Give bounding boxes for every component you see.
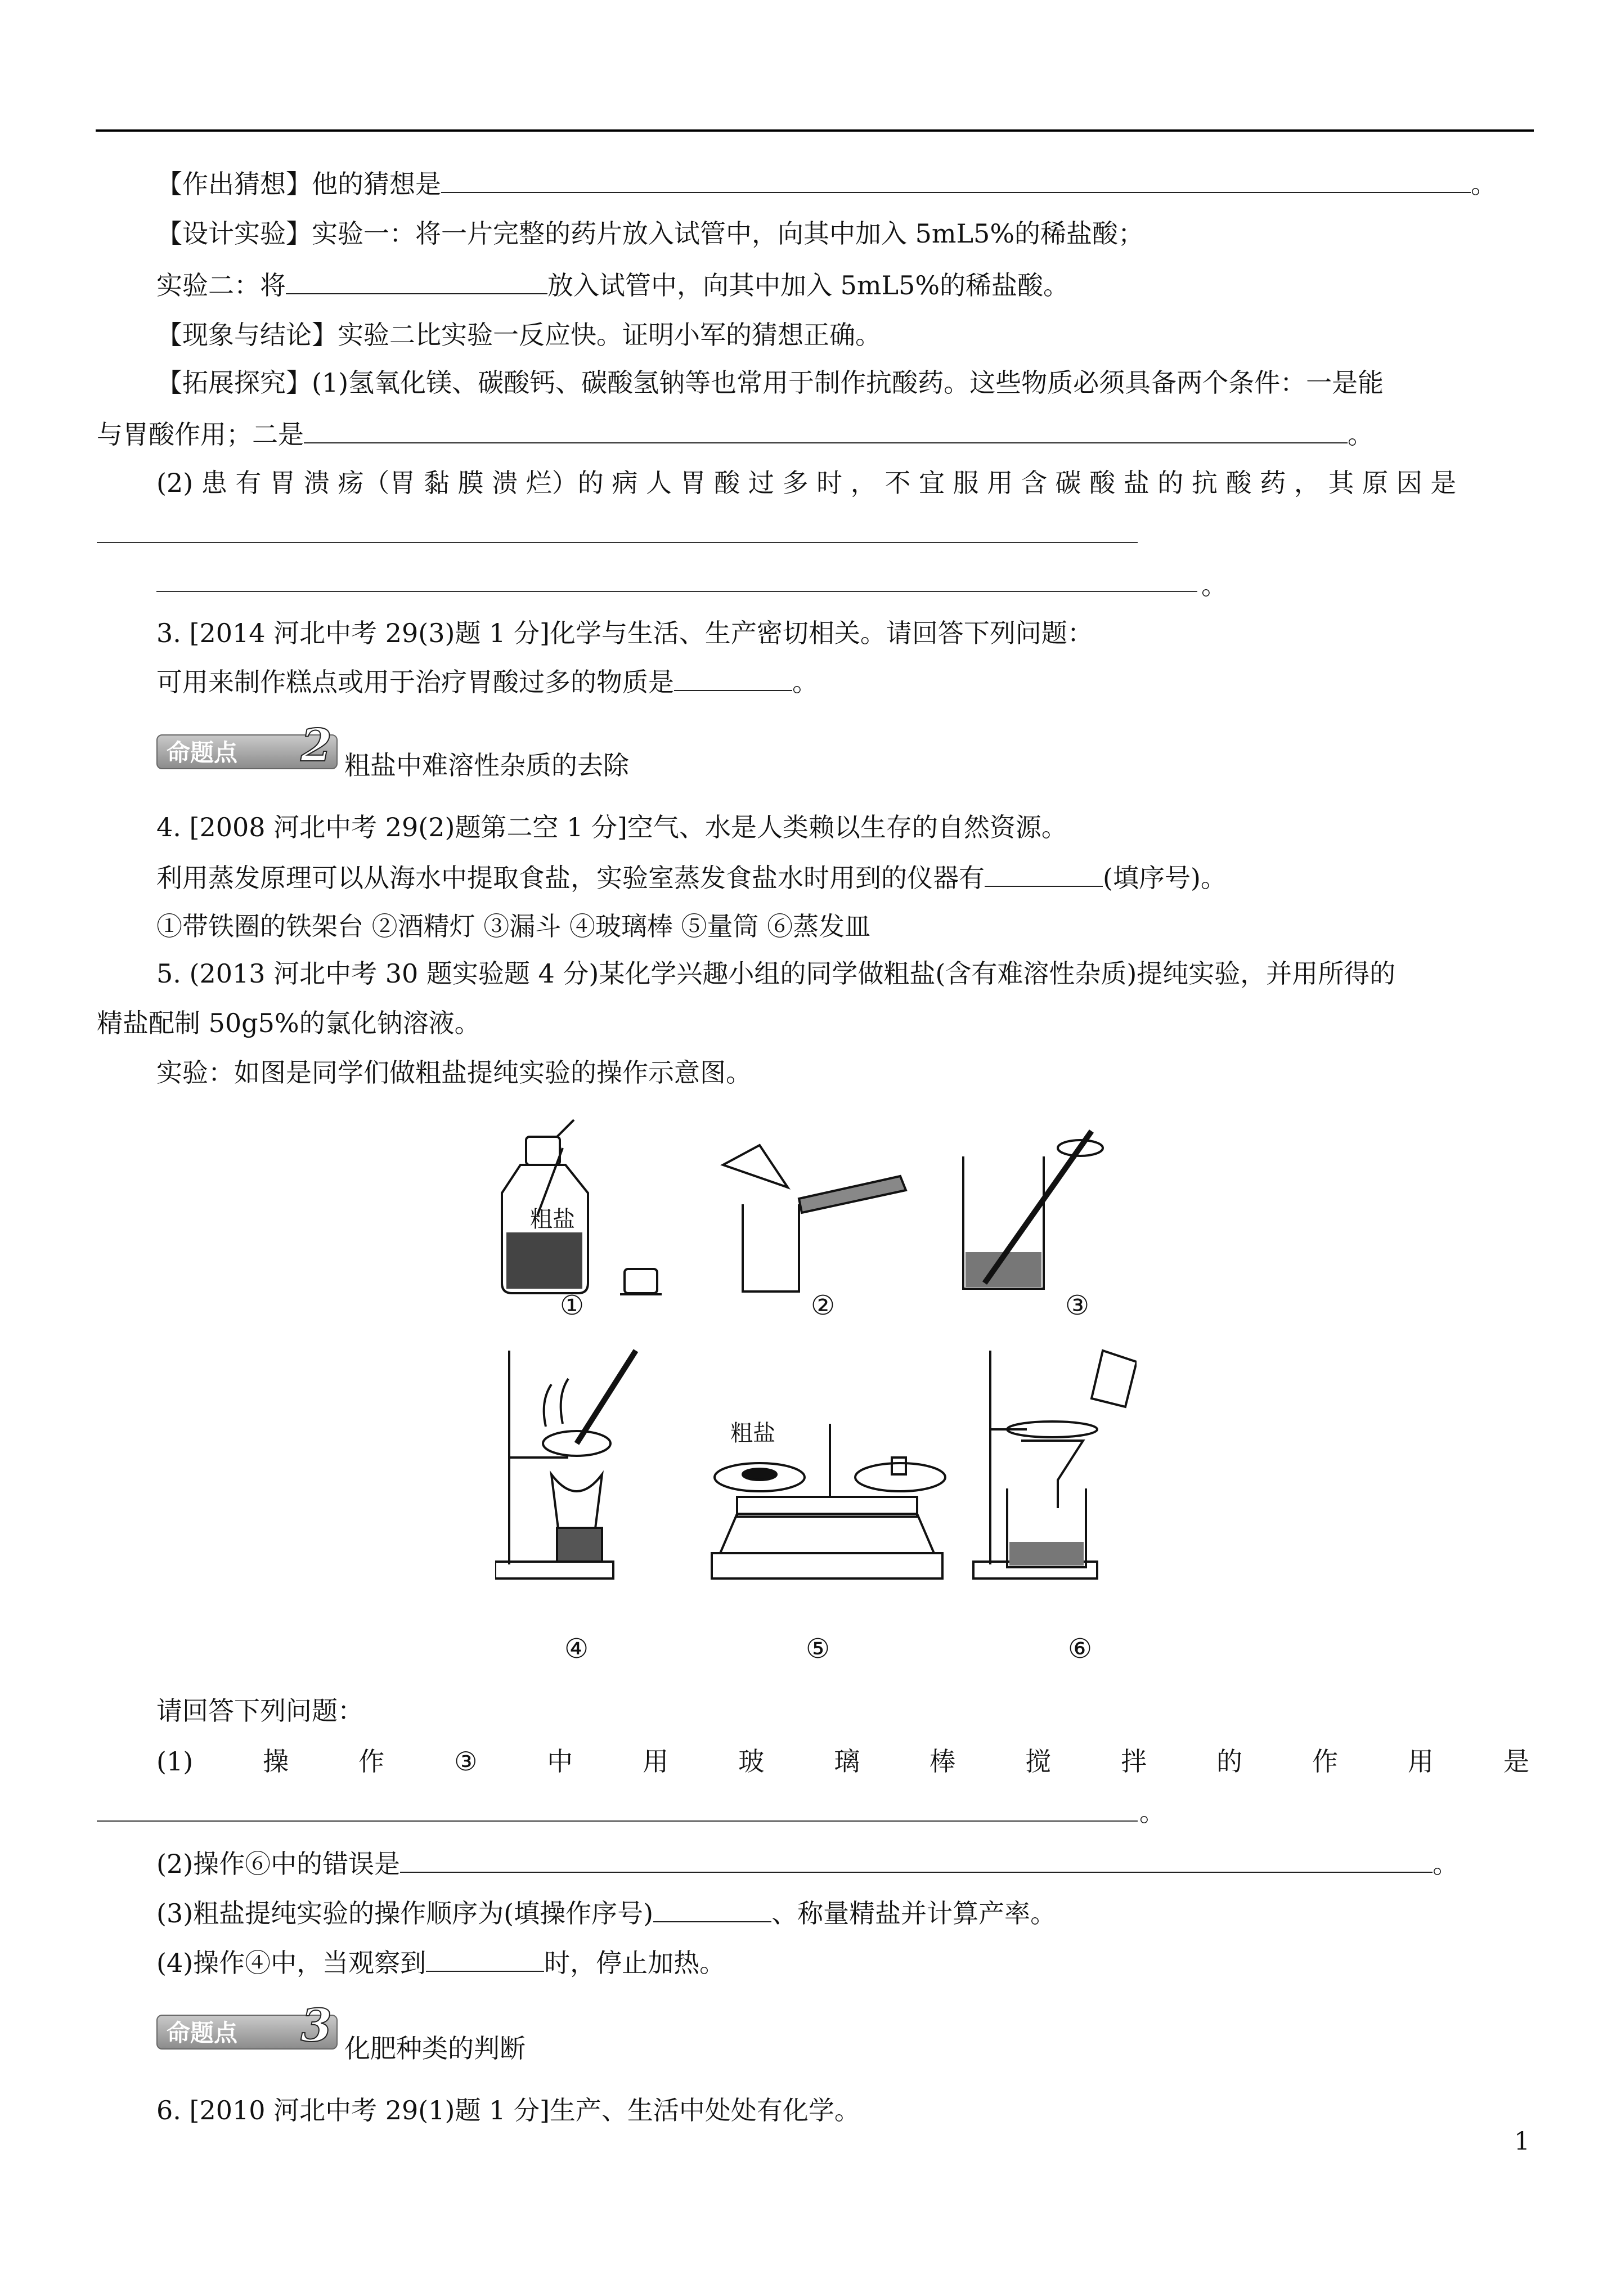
- question-4-body: [156, 860, 1227, 895]
- q52-text: (2)操作⑥中的错误是: [156, 1849, 401, 1879]
- period: 。: [1433, 1849, 1459, 1879]
- figure-label-3: ③: [1065, 1290, 1090, 1321]
- answer-blank[interactable]: [97, 542, 1138, 543]
- period: 。: [1201, 570, 1227, 600]
- figure-label-1: ①: [560, 1290, 585, 1321]
- badge-number: 3: [300, 1999, 332, 2052]
- question-5: 5. (2013 河北中考 30 题实验题 4 分)某化学兴趣小组的同学做粗盐(含有难溶性杂质)提纯实验，并用所得的: [156, 958, 1396, 989]
- q-word: 用: [1408, 1746, 1434, 1777]
- q4-suffix: (填序号)。: [1103, 863, 1227, 893]
- question-5-exp: 实验：如图是同学们做粗盐提纯实验的操作示意图。: [156, 1057, 752, 1088]
- question-5-1: [156, 1745, 1529, 1778]
- answer-blank[interactable]: [286, 267, 547, 294]
- q54-suffix: 时，停止加热。: [544, 1948, 726, 1978]
- q-word: 是: [1503, 1746, 1529, 1777]
- answer-blank[interactable]: [304, 416, 1348, 443]
- answer-blank[interactable]: [400, 1846, 1433, 1873]
- figure-label-6: ⑥: [1068, 1633, 1093, 1665]
- header-rule: [96, 129, 1534, 132]
- q-word: 操: [263, 1746, 289, 1777]
- stirring-drawing: [963, 1131, 1103, 1289]
- exp2-rest: 放入试管中，向其中加入 5mL5%的稀盐酸。: [547, 270, 1070, 301]
- jar-label: 粗盐: [530, 1207, 575, 1232]
- period: 。: [1348, 419, 1373, 450]
- q3-text: 可用来制作糕点或用于治疗胃酸过多的物质是: [156, 667, 674, 697]
- pouring-drawing: [723, 1145, 906, 1292]
- question-3: 3. [2014 河北中考 29(3)题 1 分]化学与生活、生产密切相关。请回答下列问题：: [156, 618, 1093, 648]
- q-word: 璃: [834, 1746, 860, 1777]
- section-badge-2: [156, 719, 338, 772]
- q4-text: 利用蒸发原理可以从海水中提取食盐，实验室蒸发食盐水时用到的仪器有: [156, 863, 985, 893]
- extend-label: 与胃酸作用；二是: [97, 419, 304, 450]
- answer-blank[interactable]: [674, 664, 792, 691]
- conclusion-line: 【现象与结论】实验二比实验一反应快。证明小军的猜想正确。: [156, 320, 881, 350]
- exp2-label: 实验二：将: [156, 270, 286, 301]
- extend-line: 【拓展探究】(1)氢氧化镁、碳酸钙、碳酸氢钠等也常用于制作抗酸药。这些物质必须具备两个条件：一是能: [156, 367, 1384, 398]
- reagent-jar-drawing: [502, 1120, 662, 1294]
- hypothesis-label: 【作出猜想】他的猜想是: [156, 169, 441, 199]
- q-word: 用: [643, 1746, 669, 1777]
- balance-drawing: [712, 1424, 945, 1578]
- badge-text: 命题点: [167, 2019, 238, 2047]
- question-5-cont: 精盐配制 50g5%的氯化钠溶液。: [97, 1008, 481, 1038]
- period: 。: [792, 667, 818, 697]
- filtration-drawing: [973, 1351, 1137, 1578]
- q-word: (1): [156, 1746, 194, 1777]
- ulcer-question: (2) 患 有 胃 溃 疡（胃 黏 膜 溃 烂）的 病 人 胃 酸 过 多 时 ， 不 宜 服 用 含 碳 酸 盐 的 抗 酸 药 ， 其 原 因 是: [156, 468, 1457, 498]
- answer-blank[interactable]: [985, 860, 1103, 887]
- q-word: 的: [1216, 1746, 1243, 1777]
- question-5-2: [156, 1846, 1458, 1881]
- question-3-body: [156, 664, 818, 699]
- question-6: 6. [2010 河北中考 29(1)题 1 分]生产、生活中处处有化学。: [156, 2095, 860, 2125]
- q-word: 搅: [1025, 1746, 1052, 1777]
- extend-line-2: [97, 416, 1373, 451]
- hypothesis-line: [156, 166, 1497, 201]
- period: 。: [1471, 169, 1497, 199]
- q-word: 棒: [930, 1746, 956, 1777]
- answer-blank[interactable]: [441, 166, 1471, 193]
- figure-label-4: ④: [564, 1633, 589, 1665]
- question-5-4: [156, 1945, 725, 1980]
- answer-blank[interactable]: [653, 1895, 771, 1922]
- q-word: 作: [358, 1746, 385, 1777]
- balance-label: 粗盐: [730, 1420, 775, 1446]
- evaporation-drawing: [495, 1351, 636, 1578]
- section-title-2: 粗盐中难溶性杂质的去除: [344, 750, 629, 781]
- page-number: 1: [1514, 2127, 1530, 2156]
- q-word: 玻: [738, 1746, 765, 1777]
- section-title-3: 化肥种类的判断: [344, 2033, 526, 2064]
- badge-text: 命题点: [167, 739, 238, 766]
- q-word: ③: [454, 1746, 478, 1777]
- answer-prompt: 请回答下列问题：: [156, 1696, 363, 1726]
- q53-text: (3)粗盐提纯实验的操作顺序为(填操作序号): [156, 1898, 654, 1929]
- section-badge-3: [156, 1999, 338, 2052]
- design-exp-line: 【设计实验】实验一：将一片完整的药片放入试管中，向其中加入 5mL5%的稀盐酸；: [156, 218, 1144, 249]
- exp2-line: [156, 267, 1069, 302]
- period: 。: [1139, 1797, 1165, 1827]
- q53-suffix: 、称量精盐并计算产率。: [771, 1898, 1057, 1929]
- badge-number: 2: [300, 719, 332, 772]
- q54-text: (4)操作④中，当观察到: [156, 1948, 426, 1978]
- question-5-3: [156, 1895, 1056, 1930]
- figure-label-5: ⑤: [806, 1633, 830, 1665]
- answer-blank[interactable]: [426, 1945, 544, 1972]
- answer-blank[interactable]: [97, 1820, 1138, 1822]
- figure-label-2: ②: [811, 1290, 836, 1321]
- q-word: 中: [547, 1746, 573, 1777]
- q-word: 拌: [1121, 1746, 1147, 1777]
- question-4: 4. [2008 河北中考 29(2)题第二空 1 分]空气、水是人类赖以生存的自然资源。: [156, 812, 1067, 842]
- answer-blank[interactable]: [156, 591, 1197, 592]
- q-word: 作: [1312, 1746, 1339, 1777]
- salt-purification-figure: [495, 1114, 1137, 1688]
- question-4-options: ①带铁圈的铁架台 ②酒精灯 ③漏斗 ④玻璃棒 ⑤量筒 ⑥蒸发皿: [156, 911, 871, 941]
